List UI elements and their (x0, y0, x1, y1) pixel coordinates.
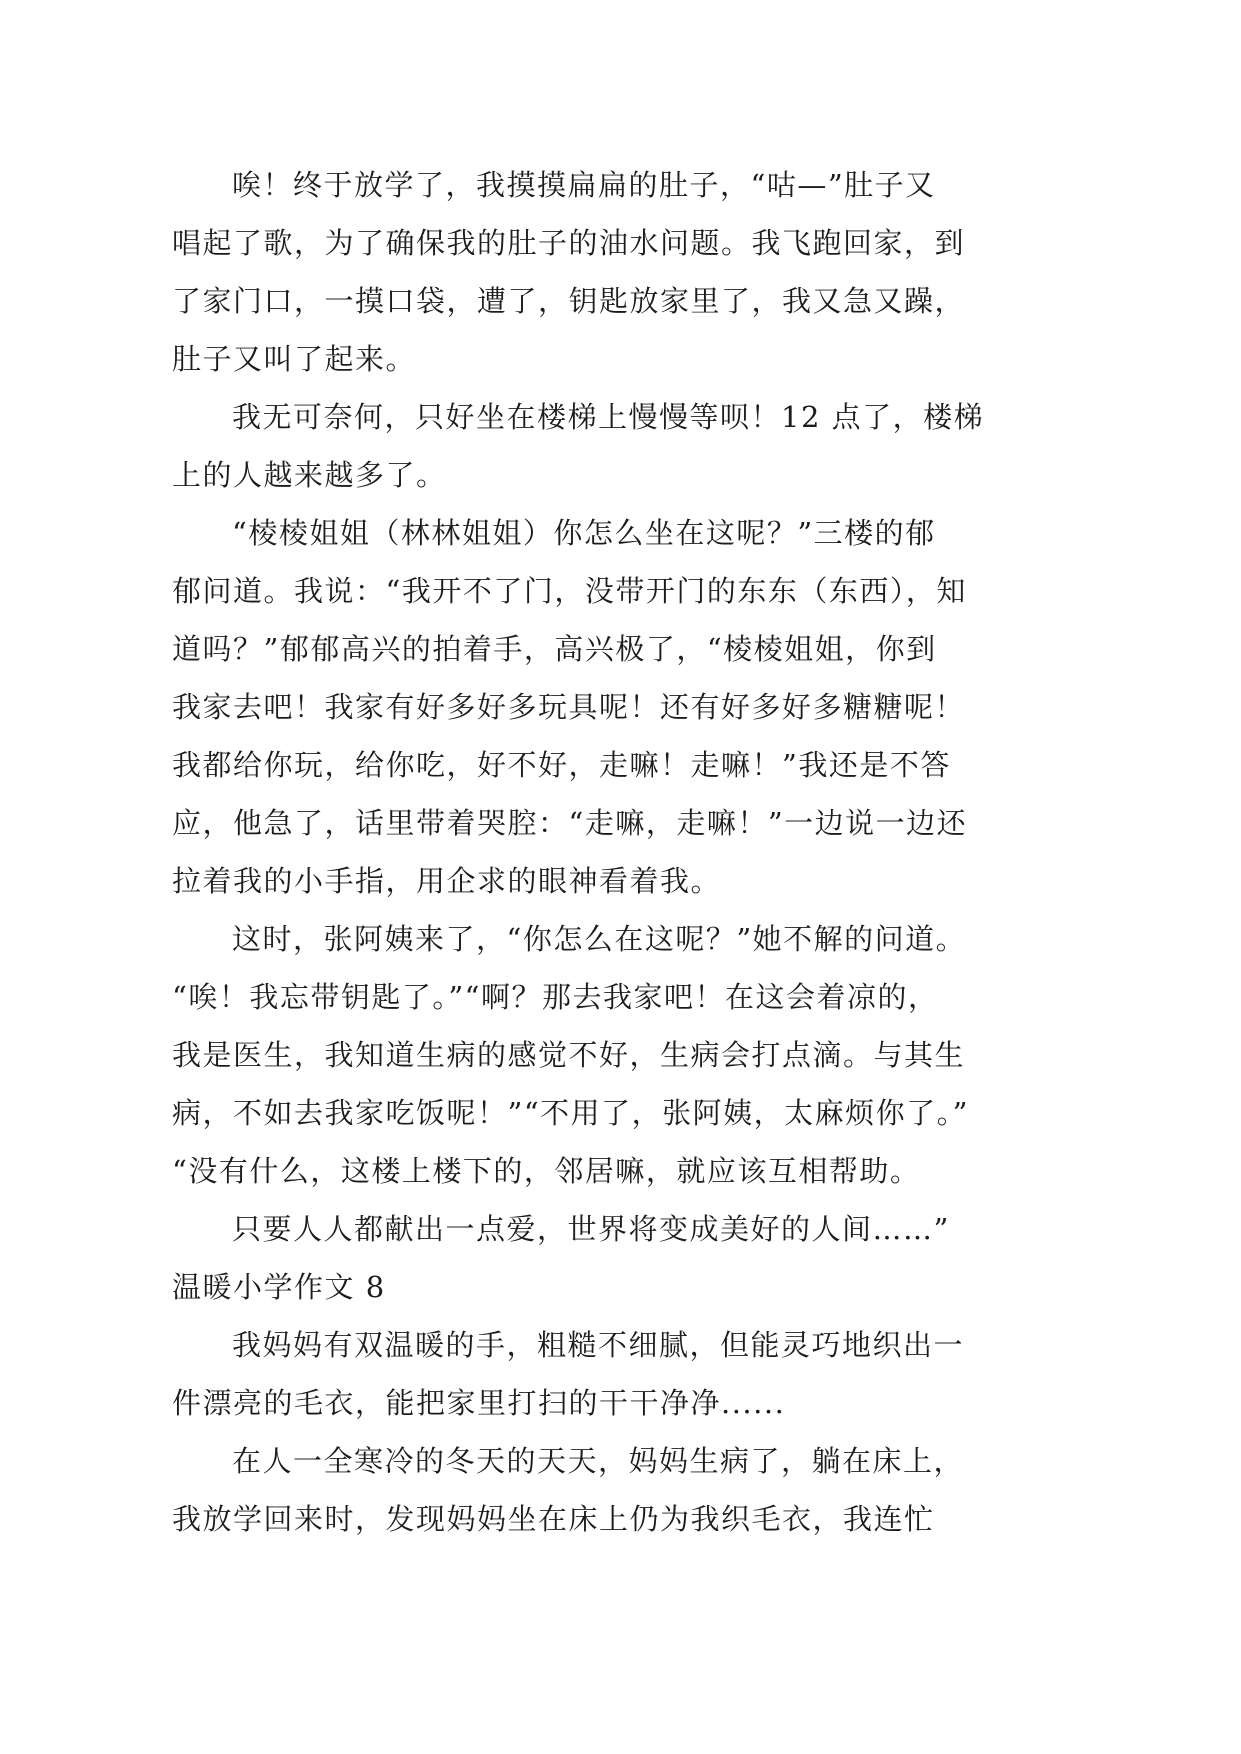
paragraph-line: 我无可奈何，只好坐在楼梯上慢慢等呗！12 点了，楼梯 (232, 400, 985, 434)
paragraph (172, 388, 1072, 504)
paragraph-line: “棱棱姐姐（林林姐姐）你怎么坐在这呢？”三楼的郁 (232, 516, 936, 550)
paragraph-line: 我放学回来时，发现妈妈坐在床上仍为我织毛衣，我连忙 (172, 1502, 935, 1536)
paragraph-line: 我家去吧！我家有好多好多玩具呢！还有好多好多糖糖呢！ (172, 690, 966, 724)
paragraph-line: 我是医生，我知道生病的感觉不好，生病会打点滴。与其生 (172, 1038, 966, 1072)
paragraph-line: 我妈妈有双温暖的手，粗糙不细腻，但能灵巧地织出一 (232, 1328, 965, 1362)
paragraph-line: 应，他急了，话里带着哭腔：“走嘛，走嘛！”一边说一边还 (172, 806, 968, 840)
paragraph-line: 上的人越来越多了。 (172, 458, 447, 492)
paragraph-line: 唉！终于放学了，我摸摸扁扁的肚子，“咕—”肚子又 (232, 168, 936, 202)
paragraph-line: 件漂亮的毛衣，能把家里打扫的干干净净...... (172, 1386, 786, 1420)
paragraph-line: 病，不如去我家吃饭呢！”“不用了，张阿姨，太麻烦你了。” (172, 1096, 969, 1130)
paragraph-line: “没有什么，这楼上楼下的，邻居嘛，就应该互相帮助。 (172, 1154, 921, 1188)
paragraph-line: 道吗？”郁郁高兴的拍着手，高兴极了，“棱棱姐姐，你到 (172, 632, 937, 666)
paragraph (172, 156, 1072, 388)
paragraph (172, 910, 1072, 1200)
paragraph-line: “唉！我忘带钥匙了。”“啊？那去我家吧！在这会着凉的， (172, 980, 939, 1014)
paragraph-line: 唱起了歌，为了确保我的肚子的油水问题。我飞跑回家，到 (172, 226, 966, 260)
paragraph (172, 1432, 1072, 1548)
paragraph-line: 了家门口，一摸口袋，遭了，钥匙放家里了，我又急又躁， (172, 284, 966, 318)
paragraph (172, 1316, 1072, 1432)
paragraph (172, 1200, 1072, 1258)
paragraph (172, 504, 1072, 910)
paragraph-line: 在人一全寒冷的冬天的天天，妈妈生病了，躺在床上， (232, 1444, 965, 1478)
paragraph-line: 只要人人都献出一点爱，世界将变成美好的人间……” (232, 1212, 950, 1246)
paragraph-line: 郁问道。我说：“我开不了门，没带开门的东东（东西），知 (172, 574, 967, 608)
essay-title: 温暖小学作文 8 (172, 1270, 386, 1304)
document-body (172, 156, 1072, 1548)
paragraph-line: 我都给你玩，给你吃，好不好，走嘛！走嘛！”我还是不答 (172, 748, 951, 782)
paragraph-line: 肚子又叫了起来。 (172, 342, 417, 376)
paragraph-line: 拉着我的小手指，用企求的眼神看着我。 (172, 864, 722, 898)
paragraph-line: 这时，张阿姨来了，“你怎么在这呢？”她不解的问道。 (232, 922, 967, 956)
